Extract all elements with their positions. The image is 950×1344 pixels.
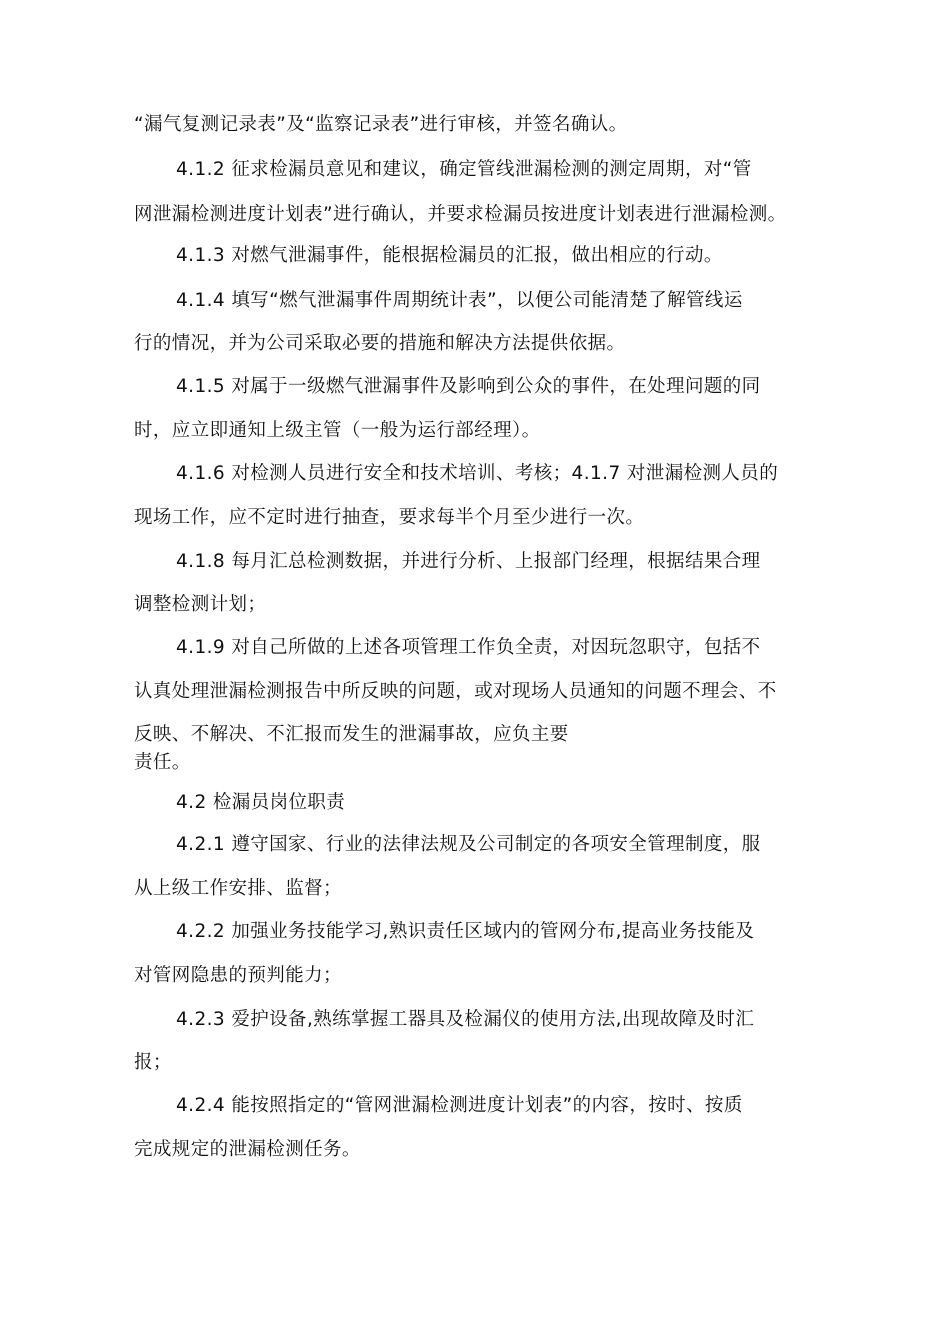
- text-line: 4.2.4 能按照指定的“管网泄漏检测进度计划表”的内容，按时、按质: [176, 1095, 743, 1116]
- text-line: 4.2.3 爱护设备,熟练掌握工器具及检漏仪的使用方法,出现故障及时汇: [176, 1009, 755, 1030]
- text-line: 网泄漏检测进度计划表”进行确认，并要求检漏员按进度计划表进行泄漏检测。: [134, 204, 787, 225]
- text-line: 4.1.9 对自己所做的上述各项管理工作负全责，对因玩忽职守，包括不: [176, 637, 761, 658]
- text-line: 4.1.6 对检测人员进行安全和技术培训、考核；4.1.7 对泄漏检测人员的: [176, 463, 779, 484]
- text-line: 完成规定的泄漏检测任务。: [134, 1139, 361, 1160]
- text-line: 4.1.3 对燃气泄漏事件，能根据检漏员的汇报，做出相应的行动。: [176, 245, 723, 266]
- text-line: 现场工作，应不定时进行抽查，要求每半个月至少进行一次。: [134, 507, 645, 528]
- text-line: 从上级工作安排、监督；: [134, 878, 342, 899]
- text-line: 4.1.2 征求检漏员意见和建议，确定管线泄漏检测的测定周期，对“管: [176, 159, 752, 180]
- text-line: 4.1.5 对属于一级燃气泄漏事件及影响到公众的事件，在处理问题的同: [176, 376, 761, 397]
- section-heading: 4.2 检漏员岗位职责: [176, 792, 346, 813]
- text-line: 4.2.1 遵守国家、行业的法律法规及公司制定的各项安全管理制度，服: [176, 834, 761, 855]
- text-line: 调整检测计划；: [134, 594, 267, 615]
- text-line: 时，应立即通知上级主管（一般为运行部经理）。: [134, 420, 541, 441]
- text-line: “漏气复测记录表”及“监察记录表”进行审核，并签名确认。: [134, 114, 628, 135]
- text-line: 行的情况，并为公司采取必要的措施和解决方法提供依据。: [134, 333, 626, 354]
- text-line: 认真处理泄漏检测报告中所反映的问题，或对现场人员通知的问题不理会、不: [134, 681, 777, 702]
- text-line: 责任。: [134, 752, 191, 773]
- text-line: 4.1.4 填写“燃气泄漏事件周期统计表”，以便公司能清楚了解管线运: [176, 290, 743, 311]
- text-line: 报；: [134, 1052, 172, 1073]
- text-line: 对管网隐患的预判能力；: [134, 965, 342, 986]
- text-line: 反映、不解决、不汇报而发生的泄漏事故，应负主要: [134, 724, 569, 745]
- text-line: 4.1.8 每月汇总检测数据，并进行分析、上报部门经理，根据结果合理: [176, 551, 761, 572]
- text-line: 4.2.2 加强业务技能学习,熟识责任区域内的管网分布,提高业务技能及: [176, 921, 755, 942]
